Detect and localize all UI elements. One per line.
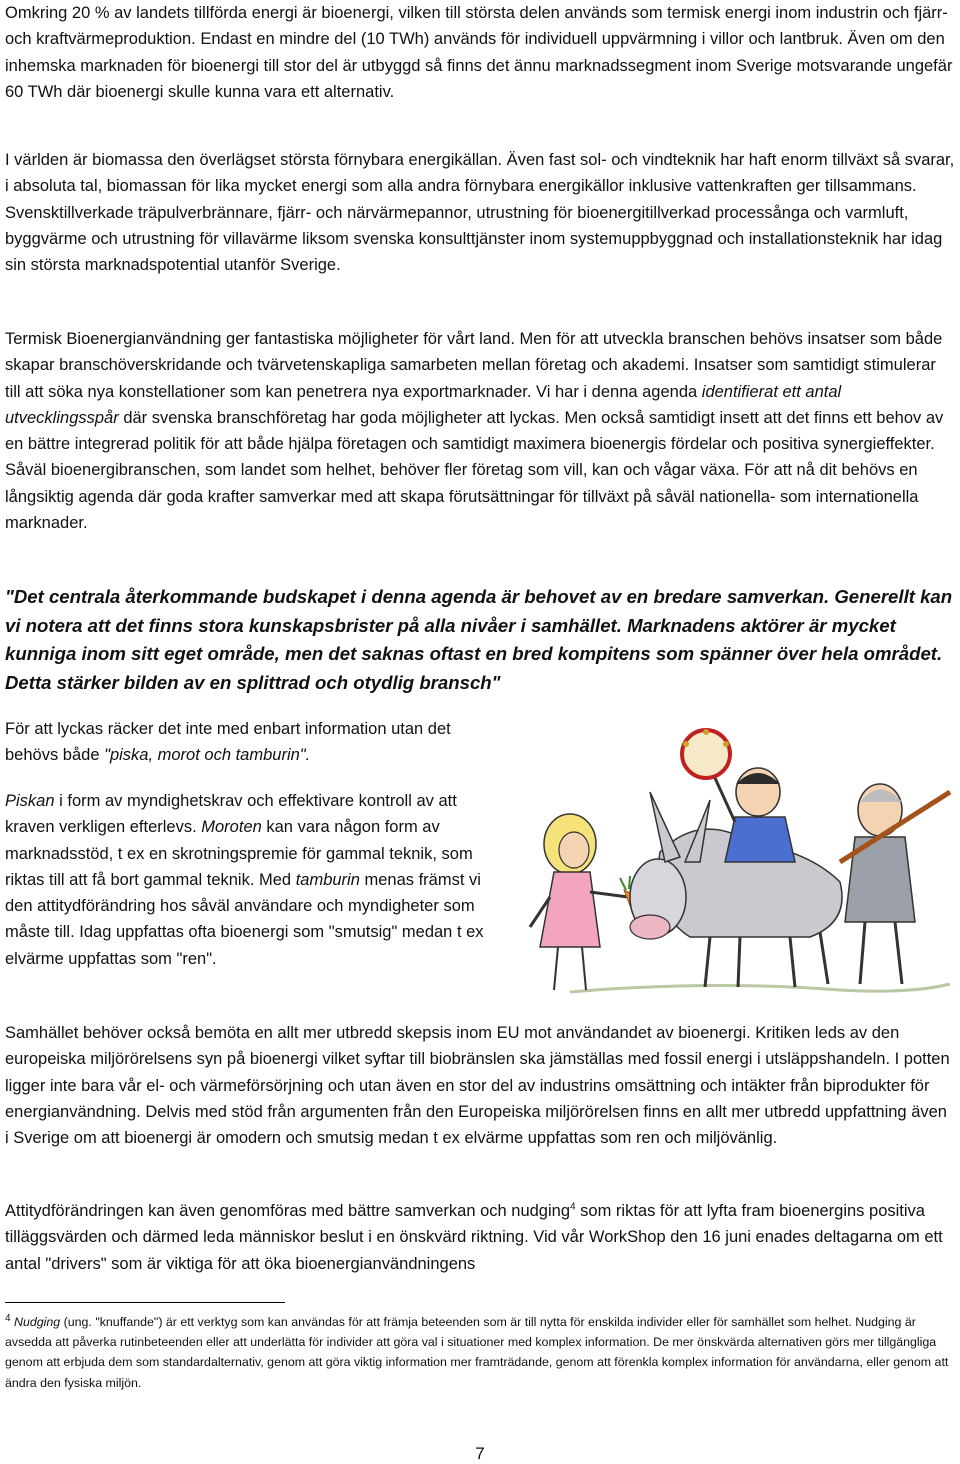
emphasis-text: Moroten — [201, 818, 262, 837]
paragraph-eu-skepticism: Samhället behöver också bemöta en allt mer utbredd skepsis inom EU mot användandet av bioenergi. Kritiken leds av den europeiska miljörörelsens syn på bioenergi vilket syftar till biobränslen ska jämställas med fossil energi i utsläppshandeln. I potten ligger inte bara vår el- och värmeförsörjning och utan även en stor del av industrins omsättning och intäkter från biprodukter för energianvändning. Delvis med stöd från argumenten från den Europeiska miljörörelsen finns en allt mer utbredd uppfattning även i Sverige om att bioenergi är omodern och smutsig medan t ex elvärme uppfattas som ren och miljövänlig. — [5, 1024, 950, 1148]
paragraph-text: menas främst vi den attitydförändring hos såväl användare och myndigheter som måste till. Idag uppfattas ofta bioenergi som "smutsig" medan t ex elvärme uppfattas som "ren". — [5, 870, 484, 968]
paragraph-text: kan vara någon form av marknadsstöd, t ex en skrotningspremie för gammal teknik, som riktas till att få bort gammal teknik. Med — [5, 818, 473, 889]
footnote-number: 4 — [5, 1312, 11, 1324]
paragraph-explanation — [5, 788, 497, 972]
footnote-text: (ung. "knuffande") är ett verktyg som kan användas för att främja beteenden som är till nytta för enskilda individer eller för samhället som helhet. Nudging är avsedda att påverka rutinbeteenden eller att underlätta för individer att göra val i situationer med komplex information. De mer önskvärda alternativen görs mer tillgängliga genom att erbjuda dem som standardalternativ, genom att göra viktig information mer framträdande, genom att förenkla komplex information för användarna, eller genom att ändra den fysiska miljön. — [5, 1315, 949, 1390]
paragraph-text: För att lyckas räcker det inte med enbart information utan det behövs både — [5, 720, 451, 765]
footnote-term: Nudging — [14, 1315, 61, 1329]
emphasis-text: Piskan — [5, 792, 55, 810]
footnote-reference[interactable]: 4 — [570, 1201, 576, 1213]
footnote — [5, 1312, 955, 1393]
emphasis-text: tamburin — [295, 870, 360, 889]
paragraph-bioenergy-share: Omkring 20 % av landets tillförda energi är bioenergi, vilken till största delen används som termisk energi inom industrin och fjärr- och kraftvärmeproduktion. Endast en mindre del (10 TWh) används för individuell uppvärmning i villor och lantbruk. Även om den inhemska marknaden för bioenergi till stor del är utbyggd så finns det ännu marknadssegment inom Sverige motsvarande ungefär 60 TWh där bioenergi skulle kunna vara ett alternativ. — [5, 4, 953, 101]
emphasis-text: identifierat ett antal utvecklingsspår — [5, 382, 842, 427]
tambourine-icon — [682, 729, 730, 778]
paragraph-text: Termisk Bioenergianvändning ger fantastiska möjligheter för vårt land. Men för att utveckla branschen behövs insatser som både skapar branschöverskridande och tvärvetenskapliga samarbeten mellan företag och akademi. Insatser som samtidigt stimulerar till att söka nya konstellationer som kan penetrera nya exportmarknader. Vi har i denna agenda — [5, 330, 943, 401]
paragraph-thermal-bioenergy — [5, 326, 955, 536]
paragraph-text: i form av myndighetskrav och effektivare kontroll av att kraven verkligen efterlevs. — [5, 792, 457, 837]
page-number: 7 — [475, 1444, 485, 1463]
paragraph-whip-carrot-tambourine — [5, 716, 497, 769]
cartoon-illustration — [510, 722, 960, 1006]
paragraph-text: Attitydförändringen kan även genomföras med bättre samverkan och nudging — [5, 1202, 571, 1220]
highlighted-quote: "Det centrala återkommande budskapet i denna agenda är behovet av en bredare samverkan. Generellt kan vi notera att det finns stora kunskapsbrister på alla nivåer i samhället. Marknadens aktörer är mycket kunniga inom sitt eget område, men det saknas oftast en bred kompitens som spänner över hela området. Detta stärker bilden av en splittrad och otydlig bransch" — [5, 586, 953, 693]
emphasis-text: "piska, morot och tamburin". — [104, 746, 311, 765]
footnote-divider — [5, 1302, 285, 1303]
paragraph-world-biomass: I världen är biomassa den överlägset största förnybara energikällan. Även fast sol- och vindteknik har haft enorm tillväxt så svarar, i absoluta tal, biomassan för lika mycket energi som alla andra förnybara energikällor inklusive vattenkraften ger tillsammans. Svensktillverkade träpulverbrännare, fjärr- och närvärmepannor, utrustning för bioenergitillverkad processånga och varmluft, byggvärme och utrustning för villavärme liksom svenska konsulttjänster inom systemuppbyggnad och installationsteknik har idag sin största marknadspotential utanför Sverige. — [5, 151, 955, 275]
paragraph-text: där svenska branschföretag har goda möjligheter att lyckas. Men också samtidigt insett att det finns ett behov av en bättre integrerad politik för att både hjälpa företagen och samtidigt maximera bioenergis fördelar och positiva synergieffekter. Såväl bioenergibranschen, som landet som helhet, behöver fler företag som vill, kan och vågar växa. För att nå dit behövs en långsiktig agenda där goda krafter samverkar med att skapa förutsättningar för tillväxt på såväl nationella- som internationella marknader. — [5, 408, 944, 533]
paragraph-attitude-change — [5, 1198, 955, 1277]
paragraph-text: som riktas för att lyfta fram bioenergins positiva tilläggsvärden och därmed leda människor beslut i en önskvärd riktning. Vid vår WorkShop den 16 juni enades deltagarna om ett antal "drivers" som är viktiga för att öka bioenergianvändningens — [5, 1202, 943, 1273]
